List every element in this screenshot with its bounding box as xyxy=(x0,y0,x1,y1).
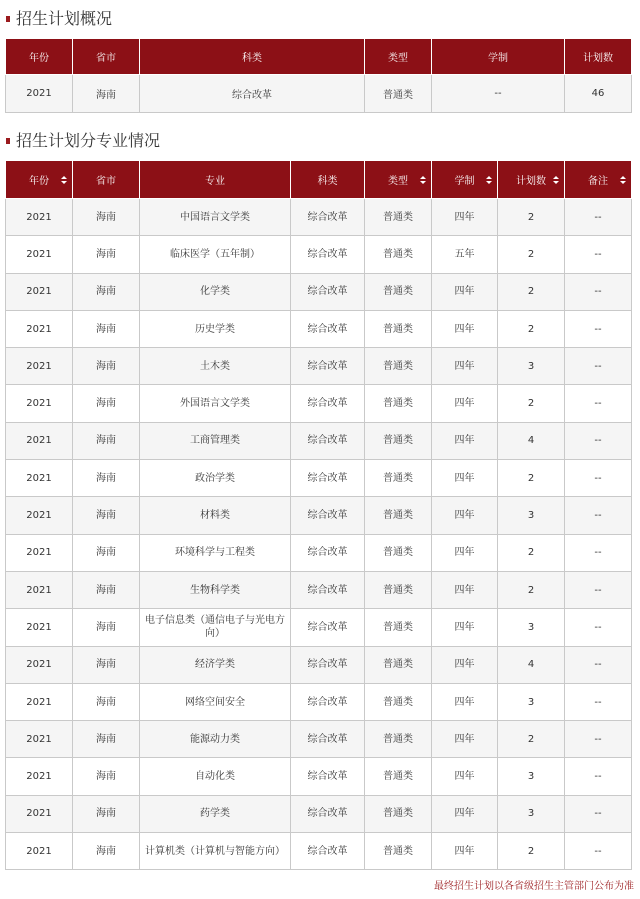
table-cell: 2021 xyxy=(6,236,73,273)
major-plan-table xyxy=(5,160,632,870)
square-marker-icon xyxy=(6,16,10,22)
overview-cell: 海南 xyxy=(73,75,140,113)
overview-header-cell: 计划数 xyxy=(565,39,632,75)
table-cell: 材料类 xyxy=(140,497,291,534)
table-cell: 2 xyxy=(498,460,565,497)
table-cell: 2021 xyxy=(6,310,73,347)
header-label: 类型 xyxy=(388,176,408,187)
table-cell: 2 xyxy=(498,721,565,758)
table-cell: 综合改革 xyxy=(291,795,365,832)
table-cell: -- xyxy=(565,609,632,646)
overview-row xyxy=(6,75,632,113)
overview-header-cell: 学制 xyxy=(432,39,565,75)
table-row xyxy=(6,758,632,795)
header-label: 科类 xyxy=(317,176,338,187)
table-cell: -- xyxy=(565,199,632,236)
detail-header-cell[interactable] xyxy=(498,161,565,199)
table-cell: 综合改革 xyxy=(291,273,365,310)
table-cell: 综合改革 xyxy=(291,385,365,422)
table-cell: 2021 xyxy=(6,795,73,832)
table-row xyxy=(6,422,632,459)
table-cell: 2 xyxy=(498,273,565,310)
footnote: 最终招生计划以各省级招生主管部门公布为准 xyxy=(434,881,634,892)
table-cell: 普通类 xyxy=(365,534,432,571)
detail-header-cell[interactable] xyxy=(565,161,632,199)
overview-cell: 46 xyxy=(565,75,632,113)
overview-cell: -- xyxy=(432,75,565,113)
table-cell: 普通类 xyxy=(365,348,432,385)
table-cell: 综合改革 xyxy=(291,497,365,534)
table-row xyxy=(6,497,632,534)
table-row xyxy=(6,571,632,608)
table-cell: 四年 xyxy=(432,199,498,236)
table-cell: 综合改革 xyxy=(291,460,365,497)
table-cell: 4 xyxy=(498,646,565,683)
header-label: 年份 xyxy=(29,176,49,187)
table-cell: 普通类 xyxy=(365,683,432,720)
square-marker-icon xyxy=(6,138,10,144)
table-cell: 综合改革 xyxy=(291,199,365,236)
table-cell: 2021 xyxy=(6,460,73,497)
table-cell: 生物科学类 xyxy=(140,571,291,608)
section-title-overview xyxy=(6,9,112,29)
table-cell: 四年 xyxy=(432,273,498,310)
table-cell: 计算机类（计算机与智能方向） xyxy=(140,833,291,870)
table-cell: 四年 xyxy=(432,497,498,534)
table-cell: 综合改革 xyxy=(291,609,365,646)
table-cell: -- xyxy=(565,534,632,571)
table-cell: 海南 xyxy=(73,795,140,832)
header-label: 学制 xyxy=(454,176,475,187)
sort-icon[interactable] xyxy=(620,176,626,184)
table-cell: 2021 xyxy=(6,497,73,534)
table-cell: 海南 xyxy=(73,646,140,683)
table-cell: 能源动力类 xyxy=(140,721,291,758)
table-cell: 2021 xyxy=(6,385,73,422)
table-cell: 海南 xyxy=(73,460,140,497)
table-cell: 历史学类 xyxy=(140,310,291,347)
table-cell: -- xyxy=(565,795,632,832)
detail-header-cell xyxy=(73,161,140,199)
table-cell: -- xyxy=(565,758,632,795)
table-row xyxy=(6,721,632,758)
table-cell: 四年 xyxy=(432,683,498,720)
table-cell: 五年 xyxy=(432,236,498,273)
table-cell: 2021 xyxy=(6,422,73,459)
table-cell: 网络空间安全 xyxy=(140,683,291,720)
table-cell: 综合改革 xyxy=(291,758,365,795)
sort-icon[interactable] xyxy=(420,176,426,184)
table-cell: -- xyxy=(565,833,632,870)
table-cell: -- xyxy=(565,348,632,385)
header-label: 省市 xyxy=(96,176,116,187)
table-row xyxy=(6,683,632,720)
table-cell: 土木类 xyxy=(140,348,291,385)
table-cell: 2 xyxy=(498,534,565,571)
table-cell: 外国语言文学类 xyxy=(140,385,291,422)
table-cell: 四年 xyxy=(432,460,498,497)
table-cell: 普通类 xyxy=(365,646,432,683)
table-cell: 2021 xyxy=(6,609,73,646)
detail-header-cell xyxy=(291,161,365,199)
table-cell: -- xyxy=(565,273,632,310)
table-row xyxy=(6,609,632,646)
overview-header-row xyxy=(6,39,632,75)
table-cell: 2021 xyxy=(6,683,73,720)
table-cell: 海南 xyxy=(73,273,140,310)
overview-cell: 2021 xyxy=(6,75,73,113)
table-cell: 海南 xyxy=(73,534,140,571)
table-cell: 3 xyxy=(498,348,565,385)
table-cell: 中国语言文学类 xyxy=(140,199,291,236)
table-cell: -- xyxy=(565,646,632,683)
table-cell: 3 xyxy=(498,497,565,534)
table-cell: 普通类 xyxy=(365,199,432,236)
table-cell: 政治学类 xyxy=(140,460,291,497)
overview-header-cell: 年份 xyxy=(6,39,73,75)
table-cell: 3 xyxy=(498,758,565,795)
section-title-text: 招生计划概况 xyxy=(16,9,113,28)
table-row xyxy=(6,833,632,870)
table-cell: 普通类 xyxy=(365,310,432,347)
section-title-detail xyxy=(6,131,160,151)
table-cell: 海南 xyxy=(73,236,140,273)
table-cell: 四年 xyxy=(432,833,498,870)
table-cell: 普通类 xyxy=(365,721,432,758)
table-cell: -- xyxy=(565,683,632,720)
table-row xyxy=(6,236,632,273)
table-cell: -- xyxy=(565,310,632,347)
table-row xyxy=(6,795,632,832)
table-cell: 3 xyxy=(498,683,565,720)
table-cell: 综合改革 xyxy=(291,683,365,720)
detail-header-row xyxy=(6,161,632,199)
detail-header-cell[interactable] xyxy=(6,161,73,199)
table-cell: 普通类 xyxy=(365,833,432,870)
table-cell: 普通类 xyxy=(365,497,432,534)
table-row xyxy=(6,460,632,497)
table-cell: 海南 xyxy=(73,758,140,795)
table-row xyxy=(6,534,632,571)
table-cell: 四年 xyxy=(432,422,498,459)
table-cell: 3 xyxy=(498,795,565,832)
overview-header-cell: 科类 xyxy=(140,39,365,75)
table-cell: 综合改革 xyxy=(291,571,365,608)
table-cell: 海南 xyxy=(73,199,140,236)
table-cell: 海南 xyxy=(73,683,140,720)
table-cell: 药学类 xyxy=(140,795,291,832)
table-cell: 2021 xyxy=(6,348,73,385)
table-cell: 2 xyxy=(498,310,565,347)
table-cell: 普通类 xyxy=(365,422,432,459)
header-label: 计划数 xyxy=(516,176,546,187)
table-cell: 4 xyxy=(498,422,565,459)
table-cell: 2021 xyxy=(6,534,73,571)
table-row xyxy=(6,348,632,385)
detail-header-cell[interactable] xyxy=(365,161,432,199)
table-cell: 临床医学（五年制） xyxy=(140,236,291,273)
table-cell: 四年 xyxy=(432,721,498,758)
table-row xyxy=(6,273,632,310)
header-label: 专业 xyxy=(205,176,225,187)
table-cell: 2 xyxy=(498,385,565,422)
table-cell: 2021 xyxy=(6,199,73,236)
table-cell: 海南 xyxy=(73,497,140,534)
table-cell: -- xyxy=(565,422,632,459)
table-cell: 普通类 xyxy=(365,385,432,422)
table-cell: 海南 xyxy=(73,348,140,385)
table-cell: 2 xyxy=(498,833,565,870)
overview-cell: 综合改革 xyxy=(140,75,365,113)
table-cell: 3 xyxy=(498,609,565,646)
table-cell: 四年 xyxy=(432,348,498,385)
table-cell: -- xyxy=(565,571,632,608)
table-cell: 综合改革 xyxy=(291,721,365,758)
table-cell: 自动化类 xyxy=(140,758,291,795)
table-cell: 综合改革 xyxy=(291,348,365,385)
table-cell: 四年 xyxy=(432,385,498,422)
table-cell: 2021 xyxy=(6,571,73,608)
table-cell: 普通类 xyxy=(365,795,432,832)
table-cell: 海南 xyxy=(73,721,140,758)
table-cell: 四年 xyxy=(432,646,498,683)
table-cell: 四年 xyxy=(432,310,498,347)
table-cell: 普通类 xyxy=(365,236,432,273)
overview-header-cell: 省市 xyxy=(73,39,140,75)
table-row xyxy=(6,310,632,347)
table-cell: 普通类 xyxy=(365,273,432,310)
table-cell: -- xyxy=(565,236,632,273)
table-cell: 经济学类 xyxy=(140,646,291,683)
table-cell: -- xyxy=(565,385,632,422)
table-cell: 电子信息类（通信电子与光电方向） xyxy=(140,609,291,646)
table-cell: -- xyxy=(565,460,632,497)
table-cell: 海南 xyxy=(73,310,140,347)
table-cell: 综合改革 xyxy=(291,422,365,459)
table-cell: 综合改革 xyxy=(291,236,365,273)
table-cell: -- xyxy=(565,497,632,534)
overview-cell: 普通类 xyxy=(365,75,432,113)
detail-header-cell xyxy=(140,161,291,199)
table-cell: 综合改革 xyxy=(291,534,365,571)
table-cell: 普通类 xyxy=(365,571,432,608)
table-cell: 综合改革 xyxy=(291,833,365,870)
table-cell: 2 xyxy=(498,236,565,273)
table-cell: 环境科学与工程类 xyxy=(140,534,291,571)
table-cell: 海南 xyxy=(73,422,140,459)
table-cell: 化学类 xyxy=(140,273,291,310)
table-row xyxy=(6,199,632,236)
header-label: 备注 xyxy=(588,176,608,187)
table-cell: 海南 xyxy=(73,833,140,870)
table-row xyxy=(6,646,632,683)
table-cell: 2021 xyxy=(6,273,73,310)
sort-icon[interactable] xyxy=(61,176,67,184)
table-cell: 四年 xyxy=(432,795,498,832)
section-title-text: 招生计划分专业情况 xyxy=(16,131,161,150)
overview-table xyxy=(5,38,632,113)
table-cell: 四年 xyxy=(432,571,498,608)
overview-header-cell: 类型 xyxy=(365,39,432,75)
table-cell: 海南 xyxy=(73,385,140,422)
table-cell: 四年 xyxy=(432,758,498,795)
table-cell: 综合改革 xyxy=(291,310,365,347)
table-cell: 工商管理类 xyxy=(140,422,291,459)
detail-header-cell[interactable] xyxy=(432,161,498,199)
table-cell: 2021 xyxy=(6,833,73,870)
table-row xyxy=(6,385,632,422)
table-cell: 四年 xyxy=(432,534,498,571)
table-cell: 四年 xyxy=(432,609,498,646)
table-cell: 2021 xyxy=(6,646,73,683)
table-cell: 普通类 xyxy=(365,460,432,497)
table-cell: 综合改革 xyxy=(291,646,365,683)
sort-icon[interactable] xyxy=(486,176,492,184)
table-cell: 海南 xyxy=(73,571,140,608)
table-cell: 2021 xyxy=(6,758,73,795)
table-cell: -- xyxy=(565,721,632,758)
table-cell: 2 xyxy=(498,199,565,236)
sort-icon[interactable] xyxy=(553,176,559,184)
table-cell: 海南 xyxy=(73,609,140,646)
table-cell: 普通类 xyxy=(365,758,432,795)
table-cell: 2021 xyxy=(6,721,73,758)
table-cell: 2 xyxy=(498,571,565,608)
table-cell: 普通类 xyxy=(365,609,432,646)
